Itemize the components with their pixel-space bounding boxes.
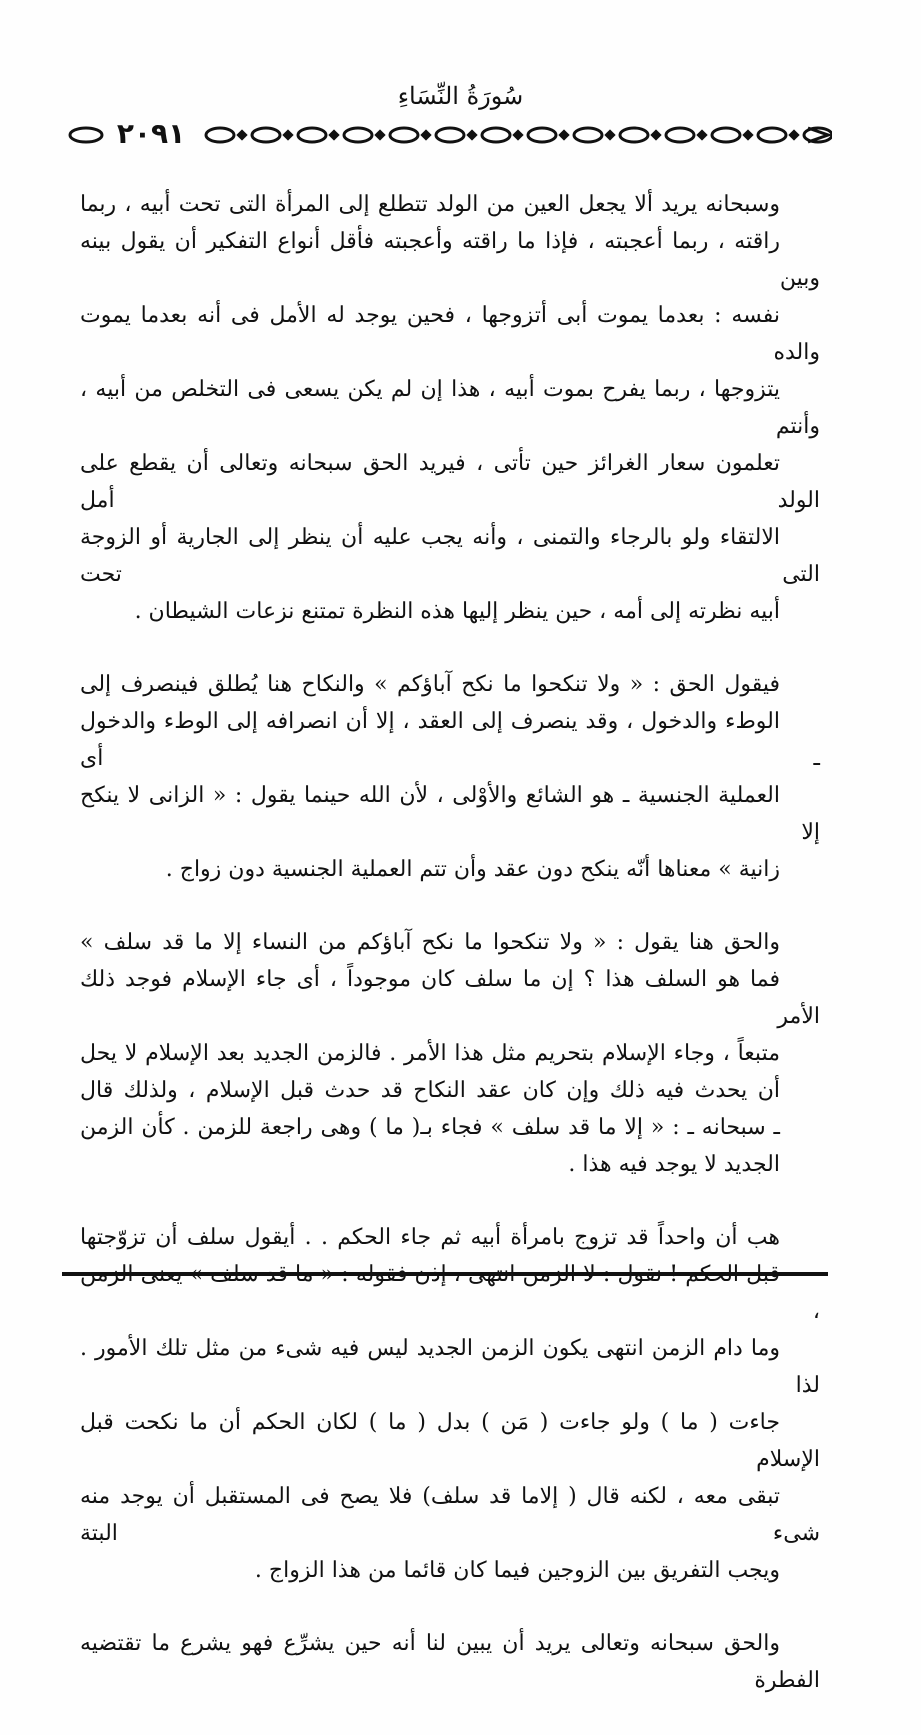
chain-diamond: [512, 129, 523, 140]
page-number: ٢٠٩١: [106, 116, 196, 152]
chain-diamond: [742, 129, 753, 140]
chain-diamond: [236, 129, 247, 140]
text-line: والحق هنا يقول : « ولا تنكحوا ما نكح آباؤكم من النساء إلا ما قد سلف »: [80, 930, 780, 955]
chain-link: [252, 128, 280, 142]
chain-diamond: [328, 129, 339, 140]
chain-link: [620, 128, 648, 142]
text-line: تعلمون سعار الغرائز حين تأتى ، فيريد الحق سبحانه وتعالى أن يقطع على الولد أمل: [80, 451, 820, 513]
chain-diamond: [420, 129, 431, 140]
chain-link: [344, 128, 372, 142]
text-line: فيقول الحق : « ولا تنكحوا ما نكح آباؤكم » والنكاح هنا يُطلق فينصرف إلى: [80, 672, 780, 697]
text-line: أبيه نظرته إلى أمه ، حين ينظر إليها هذه النظرة تمتنع نزعات الشيطان .: [134, 599, 780, 624]
text-line: تبقى معه ، لكنه قال ( إلاما قد سلف) فلا يصح فى المستقبل أن يوجد منه شىء البتة: [80, 1484, 820, 1546]
chain-link: [574, 128, 602, 142]
text-line: زانية » معناها أنّه ينكح دون عقد وأن تتم العملية الجنسية دون زواج .: [165, 857, 780, 882]
text-line: يتزوجها ، ربما يفرح بموت أبيه ، هذا إن لم يكن يسعى فى التخلص من أبيه ، وأنتم: [80, 377, 820, 439]
chain-diamond: [696, 129, 707, 140]
footer-rule: [62, 1272, 828, 1276]
text-line: ،: [812, 1299, 820, 1324]
paragraph-2: [80, 666, 820, 888]
chain-diamond: [558, 129, 569, 140]
chain-diamond: [466, 129, 477, 140]
chain-diamond: [282, 129, 293, 140]
chain-diamond: [604, 129, 615, 140]
chain-link: [70, 128, 102, 142]
text-line: نفسه : بعدما يموت أبى أتزوجها ، فحين يوجد له الأمل فى أنه بعدما يموت والده: [80, 303, 820, 365]
surah-title: سُورَةُ النِّسَاءِ: [397, 82, 524, 110]
chain-diamond: [374, 129, 385, 140]
chain-diamond: [650, 129, 661, 140]
chain-diamond: [788, 129, 799, 140]
chain-link: [206, 128, 234, 142]
text-line: الجديد لا يوجد فيه هذا .: [568, 1152, 780, 1177]
text-line: العملية الجنسية ـ هو الشائع والأوْلى ، لأن الله حينما يقول : « الزانى لا ينكح إلا: [80, 783, 820, 845]
chain-link: [482, 128, 510, 142]
text-line: متبعاً ، وجاء الإسلام بتحريم مثل هذا الأمر . فالزمن الجديد بعد الإسلام لا يحل: [80, 1041, 780, 1066]
header-ornament-band: [66, 117, 832, 150]
text-line: ويجب التفريق بين الزوجين فيما كان قائما من هذا الزواج .: [254, 1558, 780, 1583]
text-line: هب أن واحداً قد تزوج بامرأة أبيه ثم جاء الحكم . . أيقول سلف أن تزوّجتها: [80, 1225, 780, 1250]
text-line: أن يحدث فيه ذلك وإن كان عقد النكاح قد حدث قبل الإسلام ، ولذلك قال: [80, 1078, 780, 1103]
chain-link: [758, 128, 786, 142]
paragraph-5: [80, 1625, 820, 1699]
paragraph-3: [80, 924, 820, 1183]
text-line: والحق سبحانه وتعالى يريد أن يبين لنا أنه حين يشرِّع فهو يشرع ما تقتضيه الفطرة: [80, 1631, 820, 1693]
text-line: الالتقاء ولو بالرجاء والتمنى ، وأنه يجب عليه أن ينظر إلى الجارية أو الزوجة التى تحت: [80, 525, 820, 587]
text-line: الوطء والدخول ، وقد ينصرف إلى العقد ، إلا أن انصرافه إلى الوطء والدخول ـ أى: [80, 709, 820, 771]
text-line: جاءت ( ما ) ولو جاءت ( مَن ) بدل ( ما ) لكان الحكم أن ما نكحت قبل الإسلام: [80, 1410, 820, 1472]
chain-link: [666, 128, 694, 142]
paragraph-1: [80, 186, 820, 630]
text-line: وسبحانه يريد ألا يجعل العين من الولد تتطلع إلى المرأة التى تحت أبيه ، ربما: [80, 192, 780, 217]
text-line: فما هو السلف هذا ؟ إن ما سلف كان موجوداً ، أى جاء الإسلام فوجد ذلك الأمر: [80, 967, 820, 1029]
chain-link: [528, 128, 556, 142]
chain-link: [390, 128, 418, 142]
chain-link: [712, 128, 740, 142]
chain-link: [298, 128, 326, 142]
chain-link: [436, 128, 464, 142]
text-line: راقته ، ربما أعجبته ، فإذا ما راقته وأعجبته فأقل أنواع التفكير أن يقول بينه وبين: [80, 229, 820, 291]
text-line: ـ سبحانه ـ : « إلا ما قد سلف » فجاء بـ( ما ) وهى راجعة للزمن . كأن الزمن: [80, 1115, 780, 1140]
text-line: وما دام الزمن انتهى يكون الزمن الجديد ليس فيه شىء من مثل تلك الأمور . لذا: [80, 1336, 820, 1398]
body-text: [80, 186, 820, 1735]
